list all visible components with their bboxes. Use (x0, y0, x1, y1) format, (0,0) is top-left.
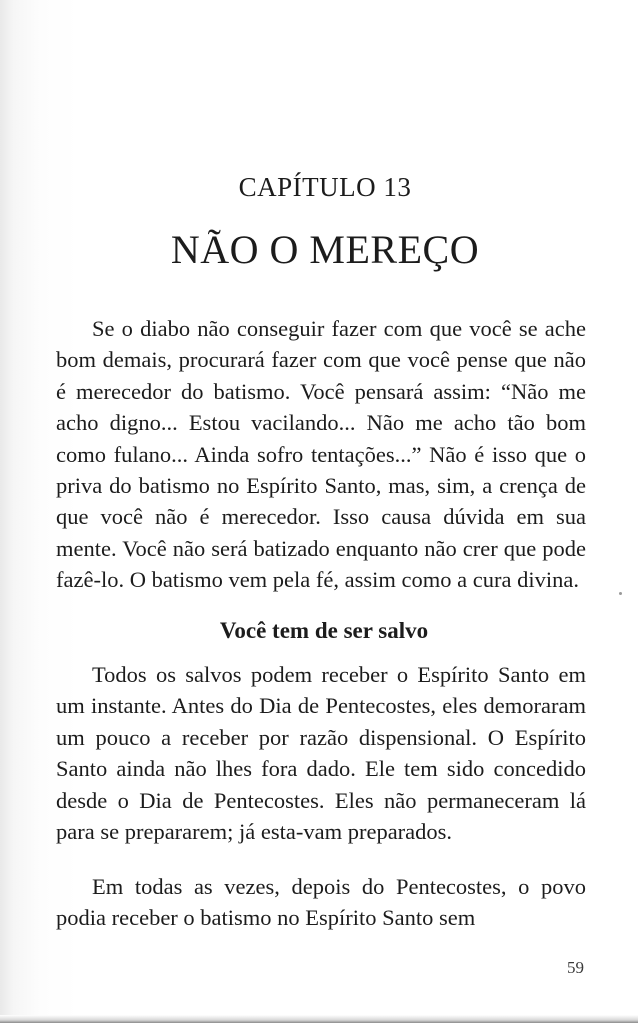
scan-speck (619, 592, 622, 595)
chapter-title: NÃO O MEREÇO (170, 227, 480, 272)
body-paragraph-2 (56, 659, 586, 847)
paragraph-text: Em todas as vezes, depois do Pentecostes, o povo podia receber o batismo no Espírito Santo sem (56, 874, 586, 931)
paragraph-text: Se o diabo não conseguir fazer com que você se ache bom demais, procurará fazer com que você pense que não é merecedor do batismo. Você pensará assim: “Não me acho digno... Estou vacilando... Não me acho tão bom como fulano... Ainda sofro tentações...” Não é isso que o priva do batismo no Espírito Santo, mas, sim, a crença de que você não é merecedor. Isso causa dúvida em sua mente. Você não será batizado enquanto não crer que pode fazê-lo. O batismo vem pela fé, assim como a cura divina. (56, 316, 586, 593)
section-heading: Você tem de ser salvo (219, 618, 429, 643)
body-paragraph-3 (56, 871, 586, 934)
paragraph-text: Todos os salvos podem receber o Espírito Santo em um instante. Antes do Dia de Pentecostes, eles demoraram um pouco a receber por razão dispensional. O Espírito Santo ainda não lhes fora dado. Ele tem sido concedido desde o Dia de Pentecostes. Eles não permaneceram lá para se prepararem; já esta-vam preparados. (56, 662, 586, 845)
chapter-label: CAPÍTULO 13 (238, 172, 412, 202)
page-bottom-edge (0, 1015, 638, 1023)
page-number: 59 (567, 958, 584, 977)
body-paragraph-1 (56, 313, 586, 596)
